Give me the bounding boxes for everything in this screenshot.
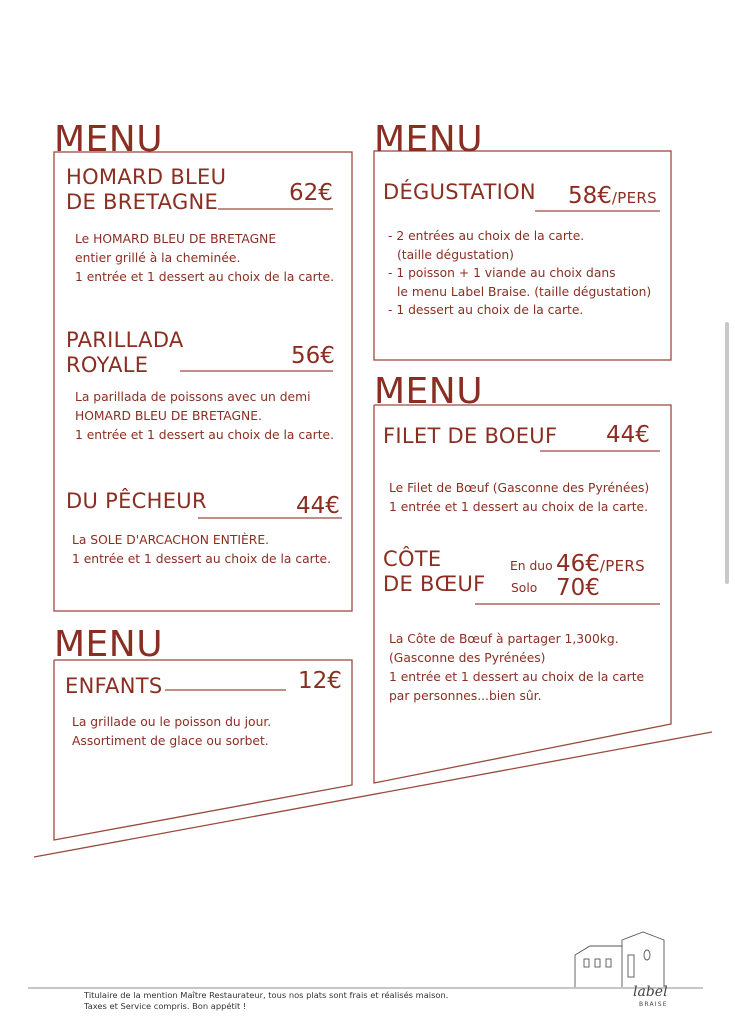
enfants-price: 12€ xyxy=(298,668,342,694)
menu-heading-1: MENU xyxy=(54,119,164,160)
homard-description xyxy=(75,230,334,287)
logo-name: label xyxy=(633,984,668,1000)
list-item: le menu Label Braise. (taille dégustation) xyxy=(397,284,652,299)
parillada-title-line1: PARILLADA xyxy=(66,328,184,352)
parillada-price: 56€ xyxy=(291,343,335,369)
scrollbar-thumb[interactable] xyxy=(725,322,729,584)
desc-line: 1 entrée et 1 dessert au choix de la carte. xyxy=(75,428,335,442)
cote-description xyxy=(389,630,644,706)
cote-title-line1: CÔTE xyxy=(383,547,442,571)
pecheur-description xyxy=(72,531,331,569)
cote-solo-price: 70€ xyxy=(556,575,600,601)
desc-line: La SOLE D'ARCACHON ENTIÈRE. xyxy=(72,533,270,547)
parillada-description xyxy=(75,388,334,445)
desc-line: Le Filet de Bœuf (Gasconne des Pyrénées) xyxy=(389,481,650,495)
list-item: - 1 dessert au choix de la carte. xyxy=(388,303,584,318)
cote-duo-price-value: 46€ xyxy=(556,551,600,577)
cote-duo-price-unit: /PERS xyxy=(599,557,645,575)
desc-line: 1 entrée et 1 dessert au choix de la carte. xyxy=(72,552,332,566)
cote-duo-label: En duo xyxy=(510,559,553,573)
desc-line: 1 entrée et 1 dessert au choix de la carte. xyxy=(75,270,335,284)
menu-heading-3: MENU xyxy=(374,371,484,412)
homard-title-line2: DE BRETAGNE xyxy=(66,189,219,214)
parillada-title xyxy=(66,328,184,378)
label-braise-logo xyxy=(575,932,664,987)
desc-line: 1 entrée et 1 dessert au choix de la carte. xyxy=(389,500,649,514)
filet-description xyxy=(389,479,649,517)
desc-line: La grillade ou le poisson du jour. xyxy=(72,715,272,729)
desc-line: entier grillé à la cheminée. xyxy=(75,251,241,265)
desc-line: Assortiment de glace ou sorbet. xyxy=(72,734,269,748)
homard-title-line1: HOMARD BLEU xyxy=(66,165,227,189)
degustation-price xyxy=(568,185,657,208)
logo-sub: BRAISE xyxy=(639,1001,668,1008)
filet-price: 44€ xyxy=(606,422,650,448)
pecheur-price: 44€ xyxy=(296,493,340,519)
filet-title: FILET DE BOEUF xyxy=(383,424,558,448)
desc-line: La Côte de Bœuf à partager 1,300kg. xyxy=(389,632,619,646)
desc-line: 1 entrée et 1 dessert au choix de la carte xyxy=(389,670,645,684)
desc-line: HOMARD BLEU DE BRETAGNE. xyxy=(75,409,262,423)
degustation-price-value: 58€ xyxy=(568,183,612,209)
enfants-title: ENFANTS xyxy=(65,674,163,698)
list-item: - 1 poisson + 1 viande au choix dans xyxy=(388,266,616,281)
desc-line: Le HOMARD BLEU DE BRETAGNE xyxy=(75,232,277,246)
cote-duo-price xyxy=(556,553,645,576)
desc-line: par personnes...bien sûr. xyxy=(389,689,542,703)
menu-heading-4: MENU xyxy=(54,624,164,665)
desc-line: (Gasconne des Pyrénées) xyxy=(389,651,546,665)
footer-line2: Taxes et Service compris. Bon appétit ! xyxy=(84,1001,247,1011)
degustation-list xyxy=(388,227,651,320)
parillada-title-line2: ROYALE xyxy=(66,352,149,377)
cote-title-line2: DE BŒUF xyxy=(383,571,486,596)
footer-text xyxy=(84,990,448,1012)
menu-heading-2: MENU xyxy=(374,119,484,160)
list-item: (taille dégustation) xyxy=(397,247,514,262)
cote-solo-label: Solo xyxy=(511,581,538,595)
homard-price: 62€ xyxy=(289,180,333,206)
pecheur-title: DU PÊCHEUR xyxy=(66,489,207,513)
desc-line: La parillada de poissons avec un demi xyxy=(75,390,311,404)
footer-line1: Titulaire de la mention Maître Restaurateur, tous nos plats sont frais et réalisés maison. xyxy=(84,990,449,1000)
degustation-price-unit: /PERS xyxy=(611,189,657,207)
homard-title xyxy=(66,165,226,215)
degustation-title: DÉGUSTATION xyxy=(383,180,536,204)
cote-title xyxy=(383,547,486,597)
enfants-description xyxy=(72,713,271,751)
list-item: - 2 entrées au choix de la carte. xyxy=(388,229,585,243)
